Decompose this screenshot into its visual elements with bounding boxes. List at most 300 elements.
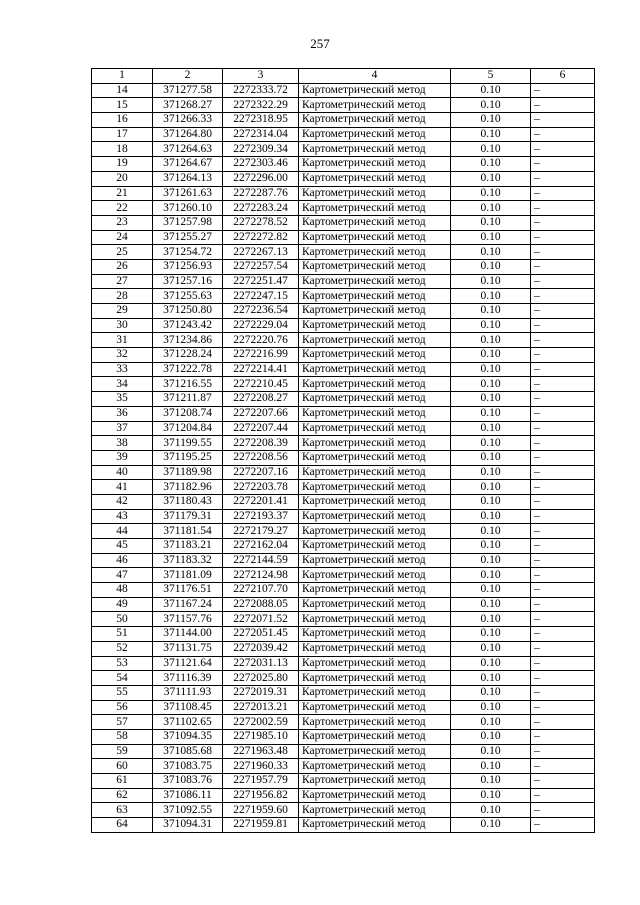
cell-note: – [531, 539, 595, 554]
cell-accuracy: 0.10 [451, 304, 531, 319]
cell-accuracy: 0.10 [451, 289, 531, 304]
cell-point-number: 54 [92, 671, 153, 686]
cell-x-coordinate: 371131.75 [153, 641, 223, 656]
cell-point-number: 52 [92, 641, 153, 656]
cell-method: Картометрический метод [299, 539, 451, 554]
cell-method: Картометрический метод [299, 83, 451, 98]
cell-note: – [531, 289, 595, 304]
table-row [92, 524, 595, 539]
cell-note: – [531, 230, 595, 245]
table-header-row [92, 69, 595, 84]
table-row [92, 818, 595, 833]
cell-method: Картометрический метод [299, 333, 451, 348]
column-header-6: 6 [531, 69, 595, 84]
cell-method: Картометрический метод [299, 98, 451, 113]
cell-x-coordinate: 371094.31 [153, 818, 223, 833]
cell-y-coordinate: 2272208.56 [223, 450, 299, 465]
cell-y-coordinate: 2271985.10 [223, 729, 299, 744]
cell-note: – [531, 142, 595, 157]
cell-x-coordinate: 371243.42 [153, 318, 223, 333]
cell-accuracy: 0.10 [451, 480, 531, 495]
cell-y-coordinate: 2272013.21 [223, 700, 299, 715]
cell-point-number: 21 [92, 186, 153, 201]
cell-y-coordinate: 2272216.99 [223, 348, 299, 363]
cell-point-number: 22 [92, 201, 153, 216]
cell-y-coordinate: 2272107.70 [223, 583, 299, 598]
cell-x-coordinate: 371261.63 [153, 186, 223, 201]
table-row [92, 186, 595, 201]
cell-accuracy: 0.10 [451, 656, 531, 671]
cell-y-coordinate: 2272207.66 [223, 406, 299, 421]
table-row [92, 406, 595, 421]
cell-method: Картометрический метод [299, 685, 451, 700]
cell-x-coordinate: 371264.67 [153, 157, 223, 172]
cell-point-number: 56 [92, 700, 153, 715]
cell-method: Картометрический метод [299, 406, 451, 421]
cell-accuracy: 0.10 [451, 421, 531, 436]
cell-accuracy: 0.10 [451, 524, 531, 539]
cell-point-number: 63 [92, 803, 153, 818]
cell-note: – [531, 597, 595, 612]
table-row [92, 274, 595, 289]
table-row [92, 304, 595, 319]
cell-y-coordinate: 2272031.13 [223, 656, 299, 671]
cell-y-coordinate: 2272296.00 [223, 171, 299, 186]
table-row [92, 729, 595, 744]
table-row [92, 348, 595, 363]
cell-point-number: 40 [92, 465, 153, 480]
cell-accuracy: 0.10 [451, 186, 531, 201]
cell-x-coordinate: 371181.09 [153, 568, 223, 583]
cell-accuracy: 0.10 [451, 392, 531, 407]
cell-method: Картометрический метод [299, 304, 451, 319]
cell-x-coordinate: 371180.43 [153, 494, 223, 509]
cell-method: Картометрический метод [299, 289, 451, 304]
cell-x-coordinate: 371121.64 [153, 656, 223, 671]
cell-x-coordinate: 371277.58 [153, 83, 223, 98]
cell-point-number: 59 [92, 744, 153, 759]
cell-point-number: 26 [92, 259, 153, 274]
table-row [92, 98, 595, 113]
cell-y-coordinate: 2272088.05 [223, 597, 299, 612]
cell-x-coordinate: 371176.51 [153, 583, 223, 598]
cell-accuracy: 0.10 [451, 641, 531, 656]
cell-note: – [531, 788, 595, 803]
cell-note: – [531, 171, 595, 186]
cell-accuracy: 0.10 [451, 450, 531, 465]
cell-method: Картометрический метод [299, 509, 451, 524]
cell-method: Картометрический метод [299, 568, 451, 583]
cell-point-number: 44 [92, 524, 153, 539]
table-row [92, 333, 595, 348]
cell-method: Картометрический метод [299, 142, 451, 157]
cell-x-coordinate: 371211.87 [153, 392, 223, 407]
table-row [92, 671, 595, 686]
cell-method: Картометрический метод [299, 494, 451, 509]
cell-x-coordinate: 371257.16 [153, 274, 223, 289]
cell-note: – [531, 494, 595, 509]
cell-accuracy: 0.10 [451, 157, 531, 172]
cell-x-coordinate: 371167.24 [153, 597, 223, 612]
column-header-3: 3 [223, 69, 299, 84]
cell-note: – [531, 98, 595, 113]
cell-y-coordinate: 2272229.04 [223, 318, 299, 333]
cell-y-coordinate: 2272333.72 [223, 83, 299, 98]
table-row [92, 465, 595, 480]
cell-note: – [531, 818, 595, 833]
cell-accuracy: 0.10 [451, 700, 531, 715]
cell-accuracy: 0.10 [451, 583, 531, 598]
cell-method: Картометрический метод [299, 524, 451, 539]
cell-note: – [531, 553, 595, 568]
cell-y-coordinate: 2272071.52 [223, 612, 299, 627]
cell-note: – [531, 406, 595, 421]
cell-accuracy: 0.10 [451, 788, 531, 803]
cell-note: – [531, 318, 595, 333]
cell-method: Картометрический метод [299, 671, 451, 686]
cell-point-number: 42 [92, 494, 153, 509]
cell-x-coordinate: 371083.76 [153, 774, 223, 789]
cell-y-coordinate: 2272144.59 [223, 553, 299, 568]
cell-method: Картометрический метод [299, 215, 451, 230]
cell-y-coordinate: 2272267.13 [223, 245, 299, 260]
cell-accuracy: 0.10 [451, 597, 531, 612]
cell-accuracy: 0.10 [451, 406, 531, 421]
cell-note: – [531, 450, 595, 465]
table-row [92, 744, 595, 759]
cell-point-number: 46 [92, 553, 153, 568]
cell-x-coordinate: 371108.45 [153, 700, 223, 715]
cell-point-number: 50 [92, 612, 153, 627]
cell-note: – [531, 362, 595, 377]
cell-method: Картометрический метод [299, 641, 451, 656]
cell-note: – [531, 201, 595, 216]
table-row [92, 759, 595, 774]
cell-note: – [531, 127, 595, 142]
cell-accuracy: 0.10 [451, 245, 531, 260]
cell-point-number: 24 [92, 230, 153, 245]
cell-method: Картометрический метод [299, 583, 451, 598]
cell-accuracy: 0.10 [451, 553, 531, 568]
cell-point-number: 37 [92, 421, 153, 436]
table-row [92, 113, 595, 128]
table-row [92, 201, 595, 216]
cell-accuracy: 0.10 [451, 171, 531, 186]
cell-accuracy: 0.10 [451, 259, 531, 274]
cell-accuracy: 0.10 [451, 612, 531, 627]
cell-x-coordinate: 371208.74 [153, 406, 223, 421]
table-row [92, 259, 595, 274]
cell-note: – [531, 612, 595, 627]
cell-x-coordinate: 371266.33 [153, 113, 223, 128]
cell-x-coordinate: 371234.86 [153, 333, 223, 348]
cell-note: – [531, 685, 595, 700]
cell-accuracy: 0.10 [451, 685, 531, 700]
cell-note: – [531, 803, 595, 818]
cell-method: Картометрический метод [299, 627, 451, 642]
cell-method: Картометрический метод [299, 788, 451, 803]
cell-note: – [531, 113, 595, 128]
cell-x-coordinate: 371264.80 [153, 127, 223, 142]
cell-note: – [531, 509, 595, 524]
cell-point-number: 16 [92, 113, 153, 128]
cell-y-coordinate: 2272272.82 [223, 230, 299, 245]
cell-y-coordinate: 2272257.54 [223, 259, 299, 274]
cell-method: Картометрический метод [299, 803, 451, 818]
cell-y-coordinate: 2272124.98 [223, 568, 299, 583]
cell-note: – [531, 157, 595, 172]
cell-point-number: 20 [92, 171, 153, 186]
cell-accuracy: 0.10 [451, 803, 531, 818]
cell-method: Картометрический метод [299, 774, 451, 789]
cell-note: – [531, 744, 595, 759]
cell-y-coordinate: 2272051.45 [223, 627, 299, 642]
cell-note: – [531, 774, 595, 789]
cell-y-coordinate: 2272251.47 [223, 274, 299, 289]
cell-accuracy: 0.10 [451, 362, 531, 377]
cell-x-coordinate: 371228.24 [153, 348, 223, 363]
cell-point-number: 33 [92, 362, 153, 377]
cell-point-number: 25 [92, 245, 153, 260]
cell-x-coordinate: 371204.84 [153, 421, 223, 436]
table-row [92, 568, 595, 583]
cell-x-coordinate: 371255.27 [153, 230, 223, 245]
table-row [92, 641, 595, 656]
cell-x-coordinate: 371111.93 [153, 685, 223, 700]
cell-method: Картометрический метод [299, 230, 451, 245]
coordinates-table [91, 68, 595, 833]
table-row [92, 788, 595, 803]
cell-y-coordinate: 2272236.54 [223, 304, 299, 319]
cell-method: Картометрический метод [299, 421, 451, 436]
cell-y-coordinate: 2272322.29 [223, 98, 299, 113]
cell-note: – [531, 186, 595, 201]
table-row [92, 230, 595, 245]
cell-point-number: 41 [92, 480, 153, 495]
cell-y-coordinate: 2272318.95 [223, 113, 299, 128]
cell-x-coordinate: 371116.39 [153, 671, 223, 686]
cell-point-number: 61 [92, 774, 153, 789]
table-row [92, 627, 595, 642]
cell-method: Картометрический метод [299, 392, 451, 407]
cell-note: – [531, 671, 595, 686]
table-row [92, 509, 595, 524]
cell-x-coordinate: 371183.32 [153, 553, 223, 568]
cell-accuracy: 0.10 [451, 230, 531, 245]
cell-note: – [531, 524, 595, 539]
table-row [92, 774, 595, 789]
cell-x-coordinate: 371264.63 [153, 142, 223, 157]
cell-y-coordinate: 2272208.27 [223, 392, 299, 407]
cell-x-coordinate: 371250.80 [153, 304, 223, 319]
table-row [92, 318, 595, 333]
cell-point-number: 18 [92, 142, 153, 157]
cell-point-number: 53 [92, 656, 153, 671]
cell-y-coordinate: 2272220.76 [223, 333, 299, 348]
cell-point-number: 19 [92, 157, 153, 172]
column-header-2: 2 [153, 69, 223, 84]
cell-point-number: 30 [92, 318, 153, 333]
cell-x-coordinate: 371092.55 [153, 803, 223, 818]
cell-y-coordinate: 2272207.44 [223, 421, 299, 436]
cell-accuracy: 0.10 [451, 494, 531, 509]
cell-x-coordinate: 371195.25 [153, 450, 223, 465]
cell-method: Картометрический метод [299, 127, 451, 142]
cell-method: Картометрический метод [299, 818, 451, 833]
cell-method: Картометрический метод [299, 318, 451, 333]
cell-x-coordinate: 371260.10 [153, 201, 223, 216]
cell-note: – [531, 583, 595, 598]
cell-point-number: 47 [92, 568, 153, 583]
cell-note: – [531, 729, 595, 744]
cell-y-coordinate: 2272203.78 [223, 480, 299, 495]
cell-accuracy: 0.10 [451, 436, 531, 451]
cell-accuracy: 0.10 [451, 509, 531, 524]
cell-note: – [531, 259, 595, 274]
cell-x-coordinate: 371083.75 [153, 759, 223, 774]
cell-x-coordinate: 371157.76 [153, 612, 223, 627]
cell-y-coordinate: 2271956.82 [223, 788, 299, 803]
cell-y-coordinate: 2272193.37 [223, 509, 299, 524]
cell-method: Картометрический метод [299, 597, 451, 612]
cell-x-coordinate: 371255.63 [153, 289, 223, 304]
cell-accuracy: 0.10 [451, 348, 531, 363]
table-row [92, 480, 595, 495]
cell-point-number: 64 [92, 818, 153, 833]
cell-accuracy: 0.10 [451, 142, 531, 157]
cell-y-coordinate: 2272278.52 [223, 215, 299, 230]
cell-point-number: 35 [92, 392, 153, 407]
cell-method: Картометрический метод [299, 362, 451, 377]
cell-y-coordinate: 2272019.31 [223, 685, 299, 700]
cell-note: – [531, 759, 595, 774]
cell-y-coordinate: 2271960.33 [223, 759, 299, 774]
cell-method: Картометрический метод [299, 377, 451, 392]
cell-point-number: 34 [92, 377, 153, 392]
cell-accuracy: 0.10 [451, 113, 531, 128]
page-number: 257 [310, 36, 330, 51]
cell-point-number: 51 [92, 627, 153, 642]
cell-accuracy: 0.10 [451, 98, 531, 113]
table-row [92, 612, 595, 627]
cell-point-number: 15 [92, 98, 153, 113]
cell-note: – [531, 333, 595, 348]
table-row [92, 171, 595, 186]
table-row [92, 157, 595, 172]
cell-method: Картометрический метод [299, 201, 451, 216]
cell-note: – [531, 274, 595, 289]
cell-point-number: 58 [92, 729, 153, 744]
cell-method: Картометрический метод [299, 759, 451, 774]
cell-note: – [531, 627, 595, 642]
cell-method: Картометрический метод [299, 259, 451, 274]
cell-point-number: 17 [92, 127, 153, 142]
cell-note: – [531, 304, 595, 319]
cell-x-coordinate: 371257.98 [153, 215, 223, 230]
table-row [92, 539, 595, 554]
table-row [92, 289, 595, 304]
table-row [92, 494, 595, 509]
cell-x-coordinate: 371179.31 [153, 509, 223, 524]
table-row [92, 715, 595, 730]
cell-point-number: 62 [92, 788, 153, 803]
cell-method: Картометрический метод [299, 186, 451, 201]
cell-note: – [531, 700, 595, 715]
cell-accuracy: 0.10 [451, 627, 531, 642]
cell-note: – [531, 436, 595, 451]
cell-x-coordinate: 371085.68 [153, 744, 223, 759]
cell-point-number: 27 [92, 274, 153, 289]
table-row [92, 215, 595, 230]
cell-y-coordinate: 2272247.15 [223, 289, 299, 304]
cell-point-number: 60 [92, 759, 153, 774]
cell-x-coordinate: 371254.72 [153, 245, 223, 260]
cell-y-coordinate: 2271959.60 [223, 803, 299, 818]
cell-note: – [531, 245, 595, 260]
cell-y-coordinate: 2272025.80 [223, 671, 299, 686]
cell-method: Картометрический метод [299, 465, 451, 480]
cell-x-coordinate: 371268.27 [153, 98, 223, 113]
cell-accuracy: 0.10 [451, 568, 531, 583]
cell-x-coordinate: 371256.93 [153, 259, 223, 274]
cell-point-number: 38 [92, 436, 153, 451]
cell-method: Картометрический метод [299, 612, 451, 627]
table-row [92, 436, 595, 451]
cell-accuracy: 0.10 [451, 377, 531, 392]
cell-accuracy: 0.10 [451, 818, 531, 833]
cell-accuracy: 0.10 [451, 274, 531, 289]
cell-x-coordinate: 371183.21 [153, 539, 223, 554]
cell-method: Картометрический метод [299, 553, 451, 568]
cell-y-coordinate: 2272283.24 [223, 201, 299, 216]
cell-point-number: 57 [92, 715, 153, 730]
cell-accuracy: 0.10 [451, 333, 531, 348]
cell-point-number: 48 [92, 583, 153, 598]
cell-note: – [531, 568, 595, 583]
cell-y-coordinate: 2272214.41 [223, 362, 299, 377]
cell-method: Картометрический метод [299, 274, 451, 289]
cell-y-coordinate: 2272002.59 [223, 715, 299, 730]
cell-method: Картометрический метод [299, 715, 451, 730]
cell-x-coordinate: 371264.13 [153, 171, 223, 186]
cell-x-coordinate: 371222.78 [153, 362, 223, 377]
cell-accuracy: 0.10 [451, 729, 531, 744]
table-row [92, 245, 595, 260]
cell-y-coordinate: 2272179.27 [223, 524, 299, 539]
cell-note: – [531, 715, 595, 730]
cell-point-number: 39 [92, 450, 153, 465]
cell-note: – [531, 392, 595, 407]
cell-y-coordinate: 2272162.04 [223, 539, 299, 554]
table-row [92, 803, 595, 818]
cell-note: – [531, 348, 595, 363]
cell-point-number: 36 [92, 406, 153, 421]
cell-point-number: 55 [92, 685, 153, 700]
cell-accuracy: 0.10 [451, 318, 531, 333]
cell-point-number: 45 [92, 539, 153, 554]
cell-note: – [531, 480, 595, 495]
column-header-5: 5 [451, 69, 531, 84]
cell-x-coordinate: 371086.11 [153, 788, 223, 803]
cell-accuracy: 0.10 [451, 671, 531, 686]
cell-x-coordinate: 371181.54 [153, 524, 223, 539]
cell-accuracy: 0.10 [451, 127, 531, 142]
cell-point-number: 49 [92, 597, 153, 612]
cell-note: – [531, 421, 595, 436]
cell-method: Картометрический метод [299, 171, 451, 186]
cell-x-coordinate: 371102.65 [153, 715, 223, 730]
table-row [92, 83, 595, 98]
